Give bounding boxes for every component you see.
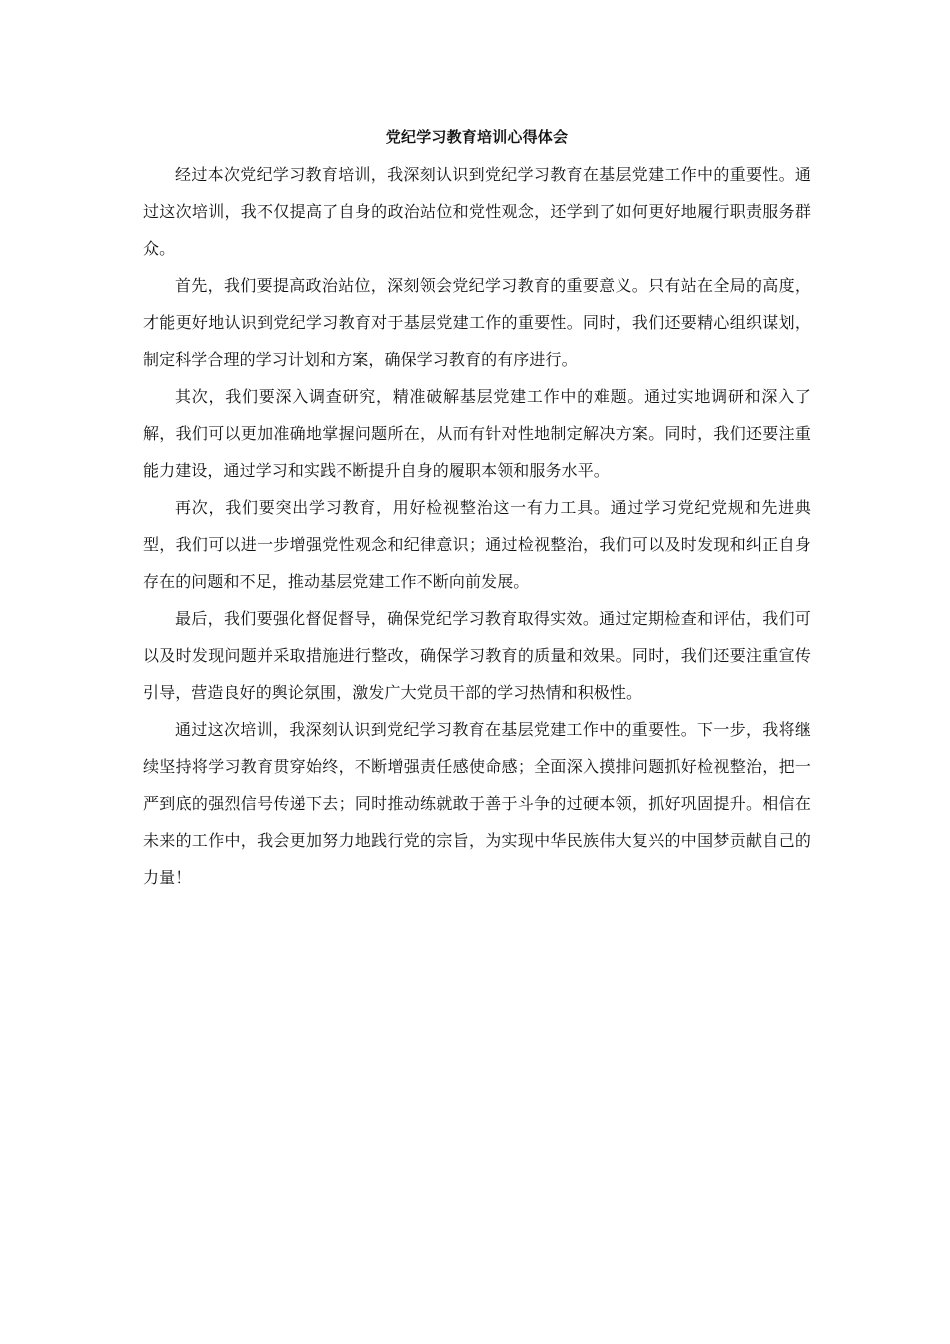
- paragraph-intro: 经过本次党纪学习教育培训，我深刻认识到党纪学习教育在基层党建工作中的重要性。通过这次培训，我不仅提高了自身的政治站位和党性观念，还学到了如何更好地履行职责服务群众。: [143, 165, 811, 258]
- paragraph-third: 再次，我们要突出学习教育，用好检视整治这一有力工具。通过学习党纪党规和先进典型，我们可以进一步增强党性观念和纪律意识；通过检视整治，我们可以及时发现和纠正自身存在的问题和不足，推动基层党建工作不断向前发展。: [143, 498, 811, 591]
- document-title: 党纪学习教育培训心得体会: [385, 128, 569, 146]
- document-body: [143, 124, 811, 896]
- paragraph-first: 首先，我们要提高政治站位，深刻领会党纪学习教育的重要意义。只有站在全局的高度，才能更好地认识到党纪学习教育对于基层党建工作的重要性。同时，我们还要精心组织谋划，制定科学合理的学习计划和方案，确保学习教育的有序进行。: [143, 276, 811, 369]
- paragraph-conclusion: 通过这次培训，我深刻认识到党纪学习教育在基层党建工作中的重要性。下一步，我将继续坚持将学习教育贯穿始终，不断增强责任感使命感；全面深入摸排问题抓好检视整治，把一严到底的强烈信号传递下去；同时推动练就敢于善于斗争的过硬本领，抓好巩固提升。相信在未来的工作中，我会更加努力地践行党的宗旨，为实现中华民族伟大复兴的中国梦贡献自己的力量！: [143, 720, 811, 887]
- paragraph-second: 其次，我们要深入调查研究，精准破解基层党建工作中的难题。通过实地调研和深入了解，我们可以更加准确地掌握问题所在，从而有针对性地制定解决方案。同时，我们还要注重能力建设，通过学习和实践不断提升自身的履职本领和服务水平。: [143, 387, 811, 480]
- paragraph-last: 最后，我们要强化督促督导，确保党纪学习教育取得实效。通过定期检查和评估，我们可以及时发现问题并采取措施进行整改，确保学习教育的质量和效果。同时，我们还要注重宣传引导，营造良好的舆论氛围，激发广大党员干部的学习热情和积极性。: [143, 609, 811, 702]
